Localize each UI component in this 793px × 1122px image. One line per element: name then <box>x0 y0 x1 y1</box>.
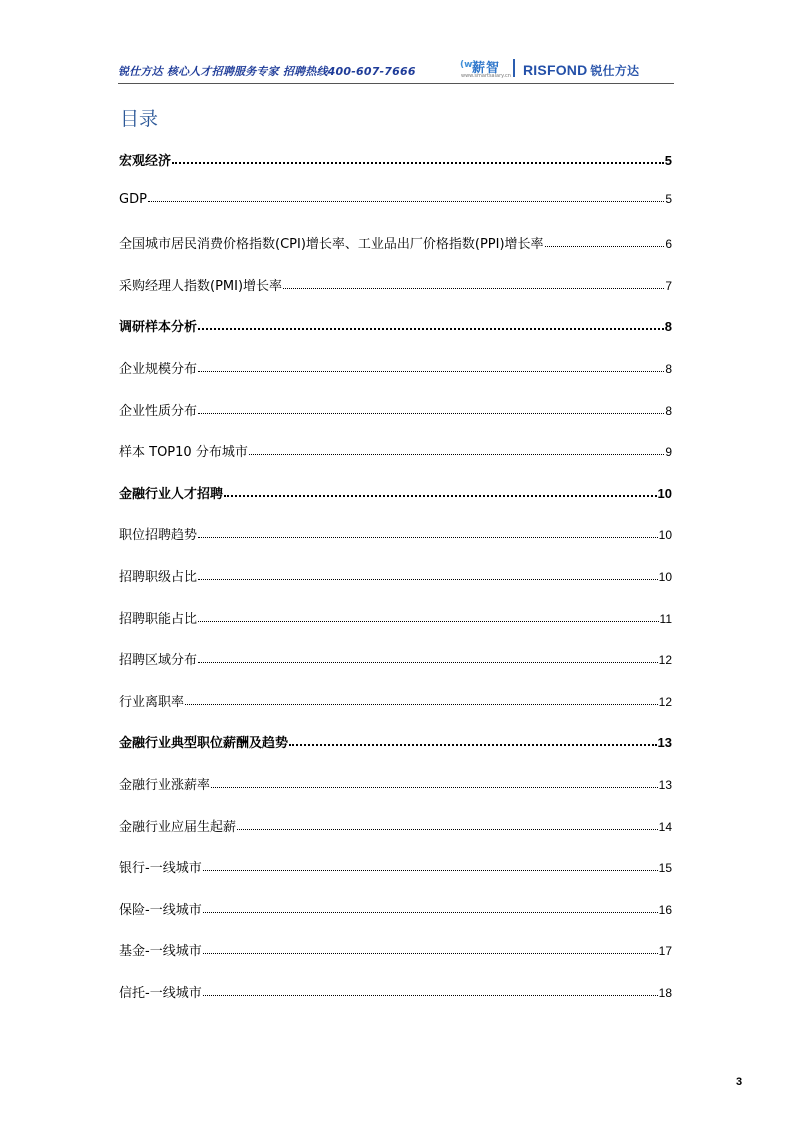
toc-entry-major[interactable] <box>119 150 672 192</box>
toc-entry-page: 17 <box>658 944 672 959</box>
page-number: 3 <box>736 1076 743 1088</box>
toc-dot-leader <box>198 413 664 414</box>
toc-entry-title: 宏观经济 <box>119 154 172 169</box>
toc-entry-page: 12 <box>658 653 672 668</box>
toc-entry-title: 企业规模分布 <box>119 361 198 377</box>
toc-entry-major[interactable] <box>119 732 672 774</box>
toc-dot-leader <box>198 537 658 538</box>
toc-entry-title: 调研样本分析 <box>119 320 198 336</box>
xinzhi-url: www.smartsalary.cn <box>461 73 511 79</box>
toc-entry-major[interactable] <box>119 483 672 525</box>
xinzhi-name: 薪智 <box>472 61 501 76</box>
toc-entry-title: 银行-一线城市 <box>119 861 202 877</box>
toc-entry[interactable] <box>119 275 672 317</box>
toc-entry-title: 基金-一线城市 <box>119 944 202 960</box>
toc-entry[interactable] <box>119 899 672 941</box>
toc-entry-title: 行业离职率 <box>119 694 185 710</box>
toc-entry-page: 10 <box>658 569 672 584</box>
header-rule <box>118 83 674 84</box>
xinzhi-logo <box>460 56 515 82</box>
toc-entry-title: 招聘职级占比 <box>119 569 198 585</box>
toc-dot-leader <box>249 454 664 455</box>
toc-entry-title: 职位招聘趋势 <box>119 528 198 544</box>
toc-entry-page: 10 <box>658 528 672 543</box>
toc-entry-page: 8 <box>664 319 672 335</box>
toc-dot-leader <box>545 246 665 247</box>
toc-dot-leader <box>283 288 664 289</box>
toc-dot-leader <box>224 495 657 497</box>
toc-entry[interactable] <box>119 233 672 275</box>
toc-entry-title: 采购经理人指数(PMI)增长率 <box>119 278 283 294</box>
toc-entry[interactable] <box>119 566 672 608</box>
toc-entry-title: 企业性质分布 <box>119 403 198 419</box>
toc-dot-leader <box>185 704 658 705</box>
xinzhi-wave-icon: (w) <box>460 60 477 70</box>
toc-entry[interactable] <box>119 691 672 733</box>
toc-entry-page: 9 <box>665 445 672 460</box>
toc-entry[interactable] <box>119 608 672 650</box>
toc-entry-title: 保险-一线城市 <box>119 902 202 918</box>
toc-entry-title: 金融行业应届生起薪 <box>119 819 237 835</box>
toc-entry-page: 5 <box>665 191 672 206</box>
toc-entry-major[interactable] <box>119 316 672 358</box>
toc-entry-page: 16 <box>658 902 672 917</box>
toc-entry-page: 8 <box>665 403 672 418</box>
toc-entry-title: 金融行业人才招聘 <box>119 486 224 502</box>
toc-entry-page: 13 <box>657 735 672 751</box>
toc-entry[interactable] <box>119 441 672 483</box>
toc-dot-leader <box>203 953 658 954</box>
page-header <box>118 54 674 84</box>
toc-dot-leader <box>289 744 657 746</box>
toc-entry[interactable] <box>119 649 672 691</box>
toc-dot-leader <box>203 870 658 871</box>
toc-entry[interactable] <box>119 816 672 858</box>
risfond-en: RISFOND <box>523 62 588 78</box>
toc-entry-page: 12 <box>658 694 672 709</box>
toc-dot-leader <box>198 371 664 372</box>
toc-dot-leader <box>172 162 664 164</box>
toc-entry-page: 18 <box>658 985 672 1000</box>
header-tagline: 锐仕方达 核心人才招聘服务专家 招聘热线400-607-7666 <box>118 65 416 78</box>
toc-dot-leader <box>211 787 658 788</box>
toc-entry[interactable] <box>119 524 672 566</box>
risfond-cn: 锐仕方达 <box>590 64 640 78</box>
toc-entry[interactable] <box>119 192 672 234</box>
toc-dot-leader <box>237 829 658 830</box>
toc-entry[interactable] <box>119 982 672 1024</box>
toc-entry-page: 6 <box>665 237 672 252</box>
table-of-contents <box>119 150 672 1023</box>
toc-entry-title: 全国城市居民消费价格指数(CPI)增长率、工业品出厂价格指数(PPI)增长率 <box>119 237 544 253</box>
toc-dot-leader <box>198 621 659 622</box>
toc-entry-title: GDP <box>119 191 147 207</box>
brand-divider <box>513 59 515 77</box>
toc-dot-leader <box>198 662 658 663</box>
toc-entry-page: 14 <box>658 819 672 834</box>
toc-entry-title: 金融行业涨薪率 <box>119 777 211 793</box>
toc-entry-title: 金融行业典型职位薪酬及趋势 <box>119 736 289 752</box>
toc-entry-title: 招聘区域分布 <box>119 653 198 669</box>
toc-entry-page: 11 <box>659 611 672 626</box>
toc-entry[interactable] <box>119 358 672 400</box>
toc-entry-page: 15 <box>658 861 672 876</box>
toc-dot-leader <box>198 579 658 580</box>
toc-entry-title: 招聘职能占比 <box>119 611 198 627</box>
toc-entry-page: 5 <box>664 153 672 168</box>
toc-dot-leader <box>198 328 664 330</box>
toc-entry-title: 样本 TOP10 分布城市 <box>119 445 248 461</box>
toc-entry-page: 7 <box>665 278 672 293</box>
toc-entry-page: 10 <box>657 485 672 501</box>
risfond-logo <box>523 62 639 79</box>
toc-dot-leader <box>203 912 658 913</box>
toc-entry-page: 13 <box>658 777 672 792</box>
toc-dot-leader <box>203 995 658 996</box>
toc-dot-leader <box>148 201 664 202</box>
toc-entry[interactable] <box>119 774 672 816</box>
toc-entry[interactable] <box>119 400 672 442</box>
toc-title: 目录 <box>120 108 159 130</box>
toc-entry-page: 8 <box>665 361 672 376</box>
toc-entry[interactable] <box>119 940 672 982</box>
toc-entry-title: 信托-一线城市 <box>119 985 202 1001</box>
toc-entry[interactable] <box>119 857 672 899</box>
